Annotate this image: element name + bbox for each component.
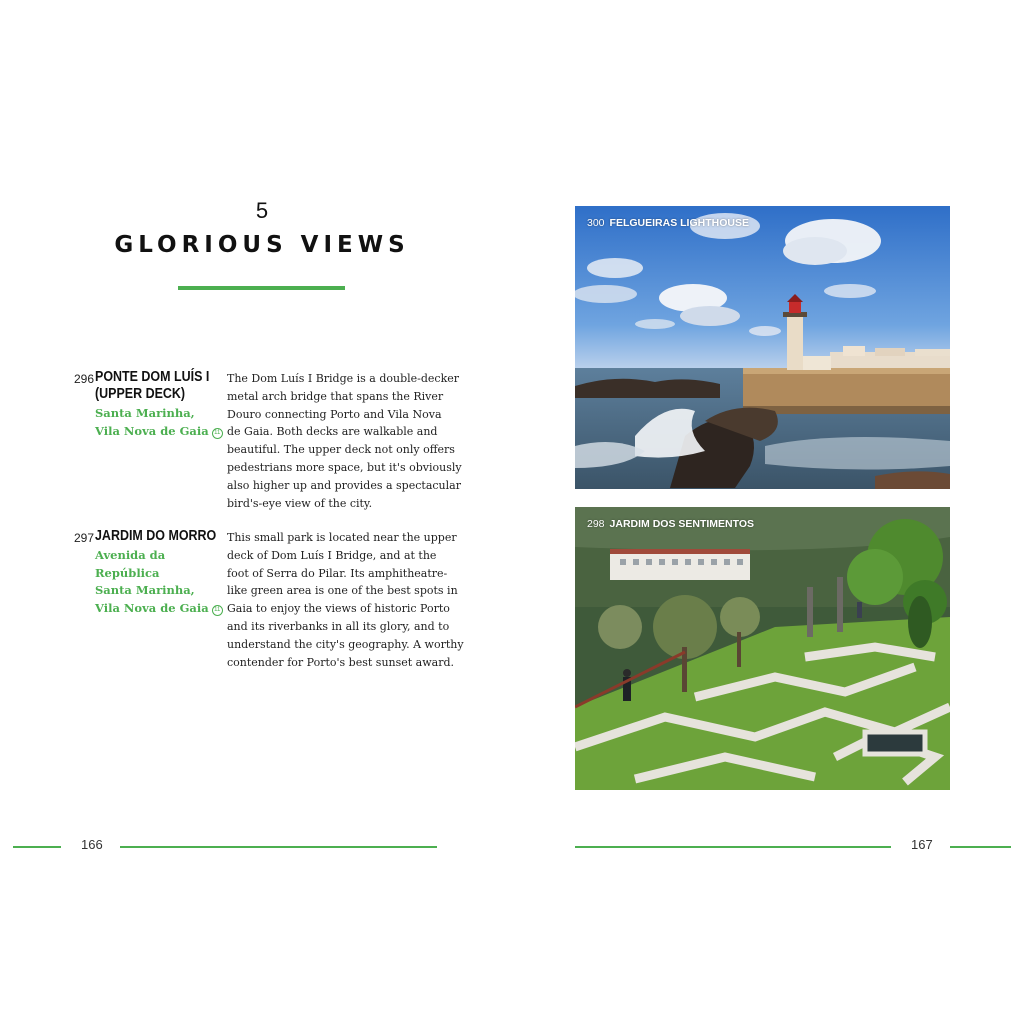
body-line: also higher up and provides a spectacular: [227, 478, 461, 492]
entry-name-line: JARDIM DO MORRO: [95, 528, 217, 544]
entry-297-body: [227, 529, 464, 671]
footer-rule-right-short: [950, 846, 1011, 848]
footer-rule-left-long: [120, 846, 437, 848]
location-line: Vila Nova de Gaia: [95, 600, 209, 615]
entry-name: [95, 528, 216, 545]
body-line: This small park is located near the upper: [227, 531, 457, 544]
map-marker-icon: 11: [212, 605, 223, 616]
footer-rule-left-short: [13, 846, 61, 848]
location-line: Avenida da: [95, 548, 166, 562]
body-line: The Dom Luís I Bridge is a double-decker: [227, 372, 460, 385]
body-line: Gaia to enjoy the views of historic Porto: [227, 602, 450, 616]
lighthouse-photo: [575, 206, 950, 489]
entry-location: [95, 405, 223, 440]
location-line: Santa Marinha,: [95, 583, 195, 597]
page-number-right: 167: [911, 837, 933, 852]
body-line: de Gaia. Both decks are walkable and: [227, 425, 438, 439]
entry-number: 297: [74, 531, 95, 545]
body-line: Douro connecting Porto and Vila Nova: [227, 407, 442, 421]
entry-name: [95, 369, 209, 403]
photo-caption-number: 300: [587, 217, 605, 229]
body-line: understand the city's geography. A worthy: [227, 637, 464, 651]
body-line: bird's-eye view of the city.: [227, 496, 373, 510]
entry-number: 296: [74, 372, 95, 386]
photo-caption: [587, 518, 754, 530]
body-line: foot of Serra do Pilar. Its amphitheatre-: [227, 566, 448, 580]
entry-name-line: PONTE DOM LUÍS I: [95, 369, 210, 385]
body-line: metal arch bridge that spans the River: [227, 389, 444, 403]
photo-caption-name: JARDIM DOS SENTIMENTOS: [609, 518, 755, 530]
body-line: pedestrians more space, but it's obviously: [227, 460, 462, 474]
footer-rule-right-long: [575, 846, 891, 848]
garden-illustration: [575, 507, 950, 790]
body-line: contender for Porto's best sunset award.: [227, 655, 455, 669]
map-marker-icon: 11: [212, 428, 223, 439]
entry-296-body: [227, 370, 462, 512]
page-number-left: 166: [81, 837, 103, 852]
garden-photo: [575, 507, 950, 790]
body-line: like green area is one of the best spots in: [227, 584, 458, 598]
entry-location: [95, 547, 223, 617]
entry-name-line: (UPPER DECK): [95, 386, 186, 402]
chapter-title: GLORIOUS VIEWS: [114, 232, 410, 258]
photo-caption: [587, 217, 749, 229]
location-line: Vila Nova de Gaia: [95, 423, 209, 438]
location-line: Santa Marinha,: [95, 406, 195, 420]
location-line: República: [95, 565, 160, 580]
body-line: beautiful. The upper deck not only offers: [227, 443, 455, 457]
lighthouse-illustration: [575, 206, 950, 489]
photo-caption-number: 298: [587, 518, 605, 530]
body-line: deck of Dom Luís I Bridge, and at the: [227, 548, 437, 562]
chapter-number: 5: [255, 198, 269, 223]
body-line: and its riverbanks in all its glory, and to: [227, 619, 450, 633]
title-underline: [178, 286, 345, 290]
photo-caption-name: FELGUEIRAS LIGHTHOUSE: [609, 217, 749, 229]
